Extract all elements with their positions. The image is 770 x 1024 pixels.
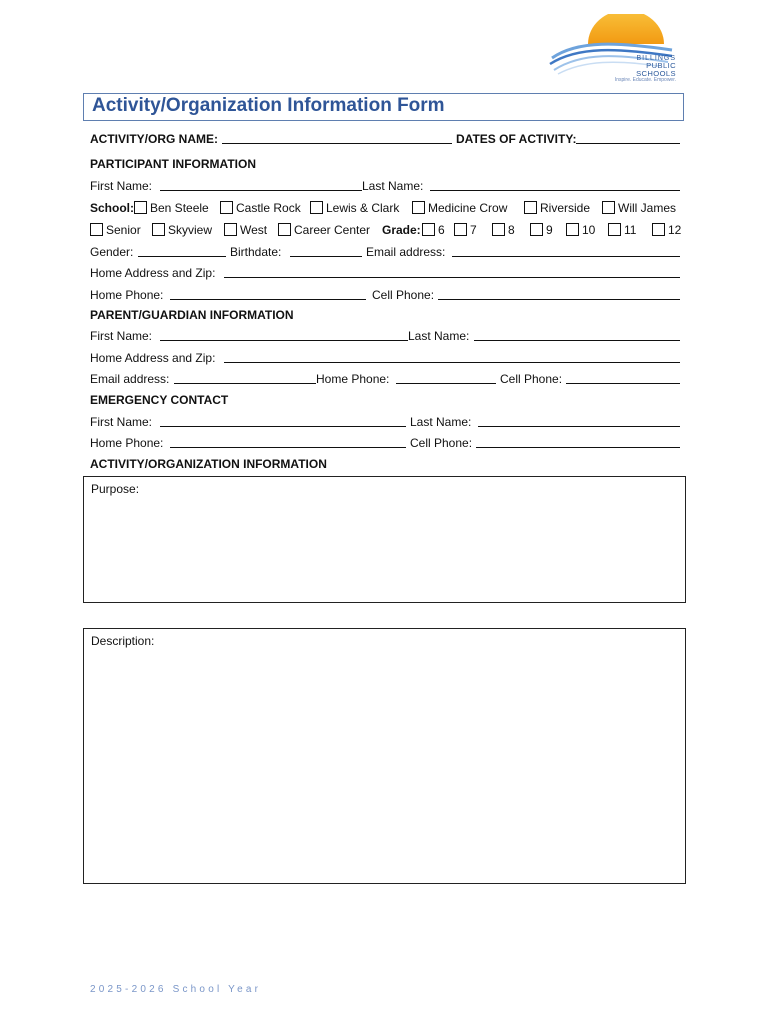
grade-option-label: 6 bbox=[438, 223, 445, 237]
grade-option-label: 11 bbox=[624, 223, 637, 237]
checkbox[interactable] bbox=[412, 201, 425, 214]
grade-option-label: 7 bbox=[470, 223, 477, 237]
emergency-last-name-label: Last Name: bbox=[410, 415, 472, 429]
emergency-last-name-field[interactable] bbox=[478, 413, 680, 427]
school-label: School: bbox=[90, 201, 134, 215]
activity-name-label: ACTIVITY/ORG NAME: bbox=[90, 132, 218, 146]
checkbox[interactable] bbox=[220, 201, 233, 214]
participant-first-name-label: First Name: bbox=[90, 179, 153, 193]
guardian-name-row bbox=[90, 327, 680, 345]
logo-line-2: PUBLIC SCHOOLS bbox=[636, 61, 676, 78]
school-row-2 bbox=[90, 221, 680, 239]
school-option-west[interactable] bbox=[224, 221, 267, 239]
checkbox[interactable] bbox=[530, 223, 543, 236]
checkbox[interactable] bbox=[492, 223, 505, 236]
birthdate-label: Birthdate: bbox=[230, 245, 282, 259]
school-option-label: Ben Steele bbox=[150, 201, 209, 215]
checkbox[interactable] bbox=[566, 223, 579, 236]
checkbox[interactable] bbox=[608, 223, 621, 236]
school-option-label: Riverside bbox=[540, 201, 591, 215]
school-option-skyview[interactable] bbox=[152, 221, 212, 239]
participant-address-field[interactable] bbox=[224, 264, 680, 278]
title-box bbox=[83, 93, 684, 121]
activity-info-heading: ACTIVITY/ORGANIZATION INFORMATION bbox=[90, 457, 327, 471]
participant-cell-phone-field[interactable] bbox=[438, 286, 680, 300]
dates-label: DATES OF ACTIVITY: bbox=[456, 132, 577, 146]
checkbox[interactable] bbox=[602, 201, 615, 214]
logo-line-3: Inspire. Educate. Empower. bbox=[614, 77, 676, 84]
checkbox[interactable] bbox=[454, 223, 467, 236]
activity-name-field[interactable] bbox=[222, 130, 452, 144]
guardian-contact-row bbox=[90, 370, 680, 388]
school-option-label: Skyview bbox=[168, 223, 213, 237]
emergency-name-row bbox=[90, 413, 680, 431]
form-title: Activity/Organization Information Form bbox=[92, 95, 445, 116]
emergency-heading: EMERGENCY CONTACT bbox=[90, 393, 229, 407]
purpose-box[interactable] bbox=[83, 476, 686, 603]
participant-address-label: Home Address and Zip: bbox=[90, 266, 216, 280]
sun-icon bbox=[588, 14, 664, 44]
grade-option-label: 10 bbox=[582, 223, 596, 237]
school-option-label: Senior bbox=[106, 223, 141, 237]
guardian-home-phone-field[interactable] bbox=[396, 370, 496, 384]
guardian-address-field[interactable] bbox=[224, 349, 680, 363]
school-option-riverside[interactable] bbox=[524, 199, 590, 217]
school-year-footer: 2025-2026 School Year bbox=[90, 984, 262, 995]
participant-home-phone-field[interactable] bbox=[170, 286, 366, 300]
school-option-label: Castle Rock bbox=[236, 201, 301, 215]
guardian-heading: PARENT/GUARDIAN INFORMATION bbox=[90, 308, 294, 322]
guardian-address-row bbox=[90, 349, 680, 367]
guardian-last-name-field[interactable] bbox=[474, 327, 680, 341]
emergency-first-name-field[interactable] bbox=[160, 413, 406, 427]
participant-last-name-field[interactable] bbox=[430, 177, 680, 191]
school-option-senior[interactable] bbox=[90, 221, 141, 239]
school-option-label: Medicine Crow bbox=[428, 201, 508, 215]
emergency-phone-row bbox=[90, 434, 680, 452]
guardian-address-label: Home Address and Zip: bbox=[90, 351, 216, 365]
grade-option-9[interactable] bbox=[530, 221, 553, 239]
checkbox[interactable] bbox=[134, 201, 147, 214]
school-option-will-james[interactable] bbox=[602, 199, 676, 217]
grade-option-label: 12 bbox=[668, 223, 682, 237]
grade-label: Grade: bbox=[382, 223, 421, 237]
guardian-first-name-field[interactable] bbox=[160, 327, 408, 341]
description-box[interactable] bbox=[83, 628, 686, 884]
grade-option-label: 8 bbox=[508, 223, 515, 237]
participant-email-label: Email address: bbox=[366, 245, 446, 259]
school-option-lewis-clark[interactable] bbox=[310, 199, 399, 217]
school-option-label: Lewis & Clark bbox=[326, 201, 400, 215]
grade-option-7[interactable] bbox=[454, 221, 477, 239]
school-option-career-center[interactable] bbox=[278, 221, 370, 239]
emergency-cell-phone-field[interactable] bbox=[476, 434, 680, 448]
participant-first-name-field[interactable] bbox=[160, 177, 362, 191]
guardian-home-phone-label: Home Phone: bbox=[316, 372, 390, 386]
guardian-email-field[interactable] bbox=[174, 370, 316, 384]
school-option-label: Will James bbox=[618, 201, 677, 215]
checkbox[interactable] bbox=[224, 223, 237, 236]
school-option-ben-steele[interactable] bbox=[134, 199, 209, 217]
logo-text bbox=[604, 55, 676, 83]
gender-row bbox=[90, 243, 680, 261]
purpose-label: Purpose: bbox=[91, 482, 140, 496]
logo-line-1: BILLINGS bbox=[636, 55, 676, 62]
grade-option-6[interactable] bbox=[422, 221, 445, 239]
checkbox[interactable] bbox=[278, 223, 291, 236]
school-row-1 bbox=[90, 199, 680, 217]
checkbox[interactable] bbox=[524, 201, 537, 214]
school-option-label: Career Center bbox=[294, 223, 371, 237]
emergency-home-phone-label: Home Phone: bbox=[90, 436, 164, 450]
guardian-email-label: Email address: bbox=[90, 372, 170, 386]
participant-name-row bbox=[90, 177, 680, 195]
participant-address-row bbox=[90, 264, 680, 282]
school-option-medicine-crow[interactable] bbox=[412, 199, 507, 217]
grade-option-8[interactable] bbox=[492, 221, 515, 239]
dates-field[interactable] bbox=[576, 130, 680, 144]
activity-name-row bbox=[90, 130, 680, 148]
checkbox[interactable] bbox=[152, 223, 165, 236]
grade-option-label: 9 bbox=[546, 223, 553, 237]
emergency-home-phone-field[interactable] bbox=[170, 434, 406, 448]
school-option-label: West bbox=[240, 223, 268, 237]
checkbox[interactable] bbox=[310, 201, 323, 214]
participant-cell-phone-label: Cell Phone: bbox=[372, 288, 435, 302]
guardian-first-name-label: First Name: bbox=[90, 329, 153, 343]
checkbox[interactable] bbox=[90, 223, 103, 236]
emergency-cell-phone-label: Cell Phone: bbox=[410, 436, 473, 450]
guardian-cell-phone-field[interactable] bbox=[566, 370, 680, 384]
grade-option-12[interactable] bbox=[652, 221, 681, 239]
checkbox[interactable] bbox=[422, 223, 435, 236]
participant-email-field[interactable] bbox=[452, 243, 680, 257]
participant-heading: PARTICIPANT INFORMATION bbox=[90, 157, 256, 171]
school-option-castle-rock[interactable] bbox=[220, 199, 301, 217]
participant-home-phone-label: Home Phone: bbox=[90, 288, 164, 302]
checkbox[interactable] bbox=[652, 223, 665, 236]
guardian-cell-phone-label: Cell Phone: bbox=[500, 372, 563, 386]
grade-option-11[interactable] bbox=[608, 221, 636, 239]
participant-last-name-label: Last Name: bbox=[362, 179, 424, 193]
guardian-last-name-label: Last Name: bbox=[408, 329, 470, 343]
gender-field[interactable] bbox=[138, 243, 226, 257]
birthdate-field[interactable] bbox=[290, 243, 362, 257]
description-label: Description: bbox=[91, 634, 155, 648]
grade-option-10[interactable] bbox=[566, 221, 595, 239]
gender-label: Gender: bbox=[90, 245, 134, 259]
emergency-first-name-label: First Name: bbox=[90, 415, 153, 429]
participant-phone-row bbox=[90, 286, 680, 304]
